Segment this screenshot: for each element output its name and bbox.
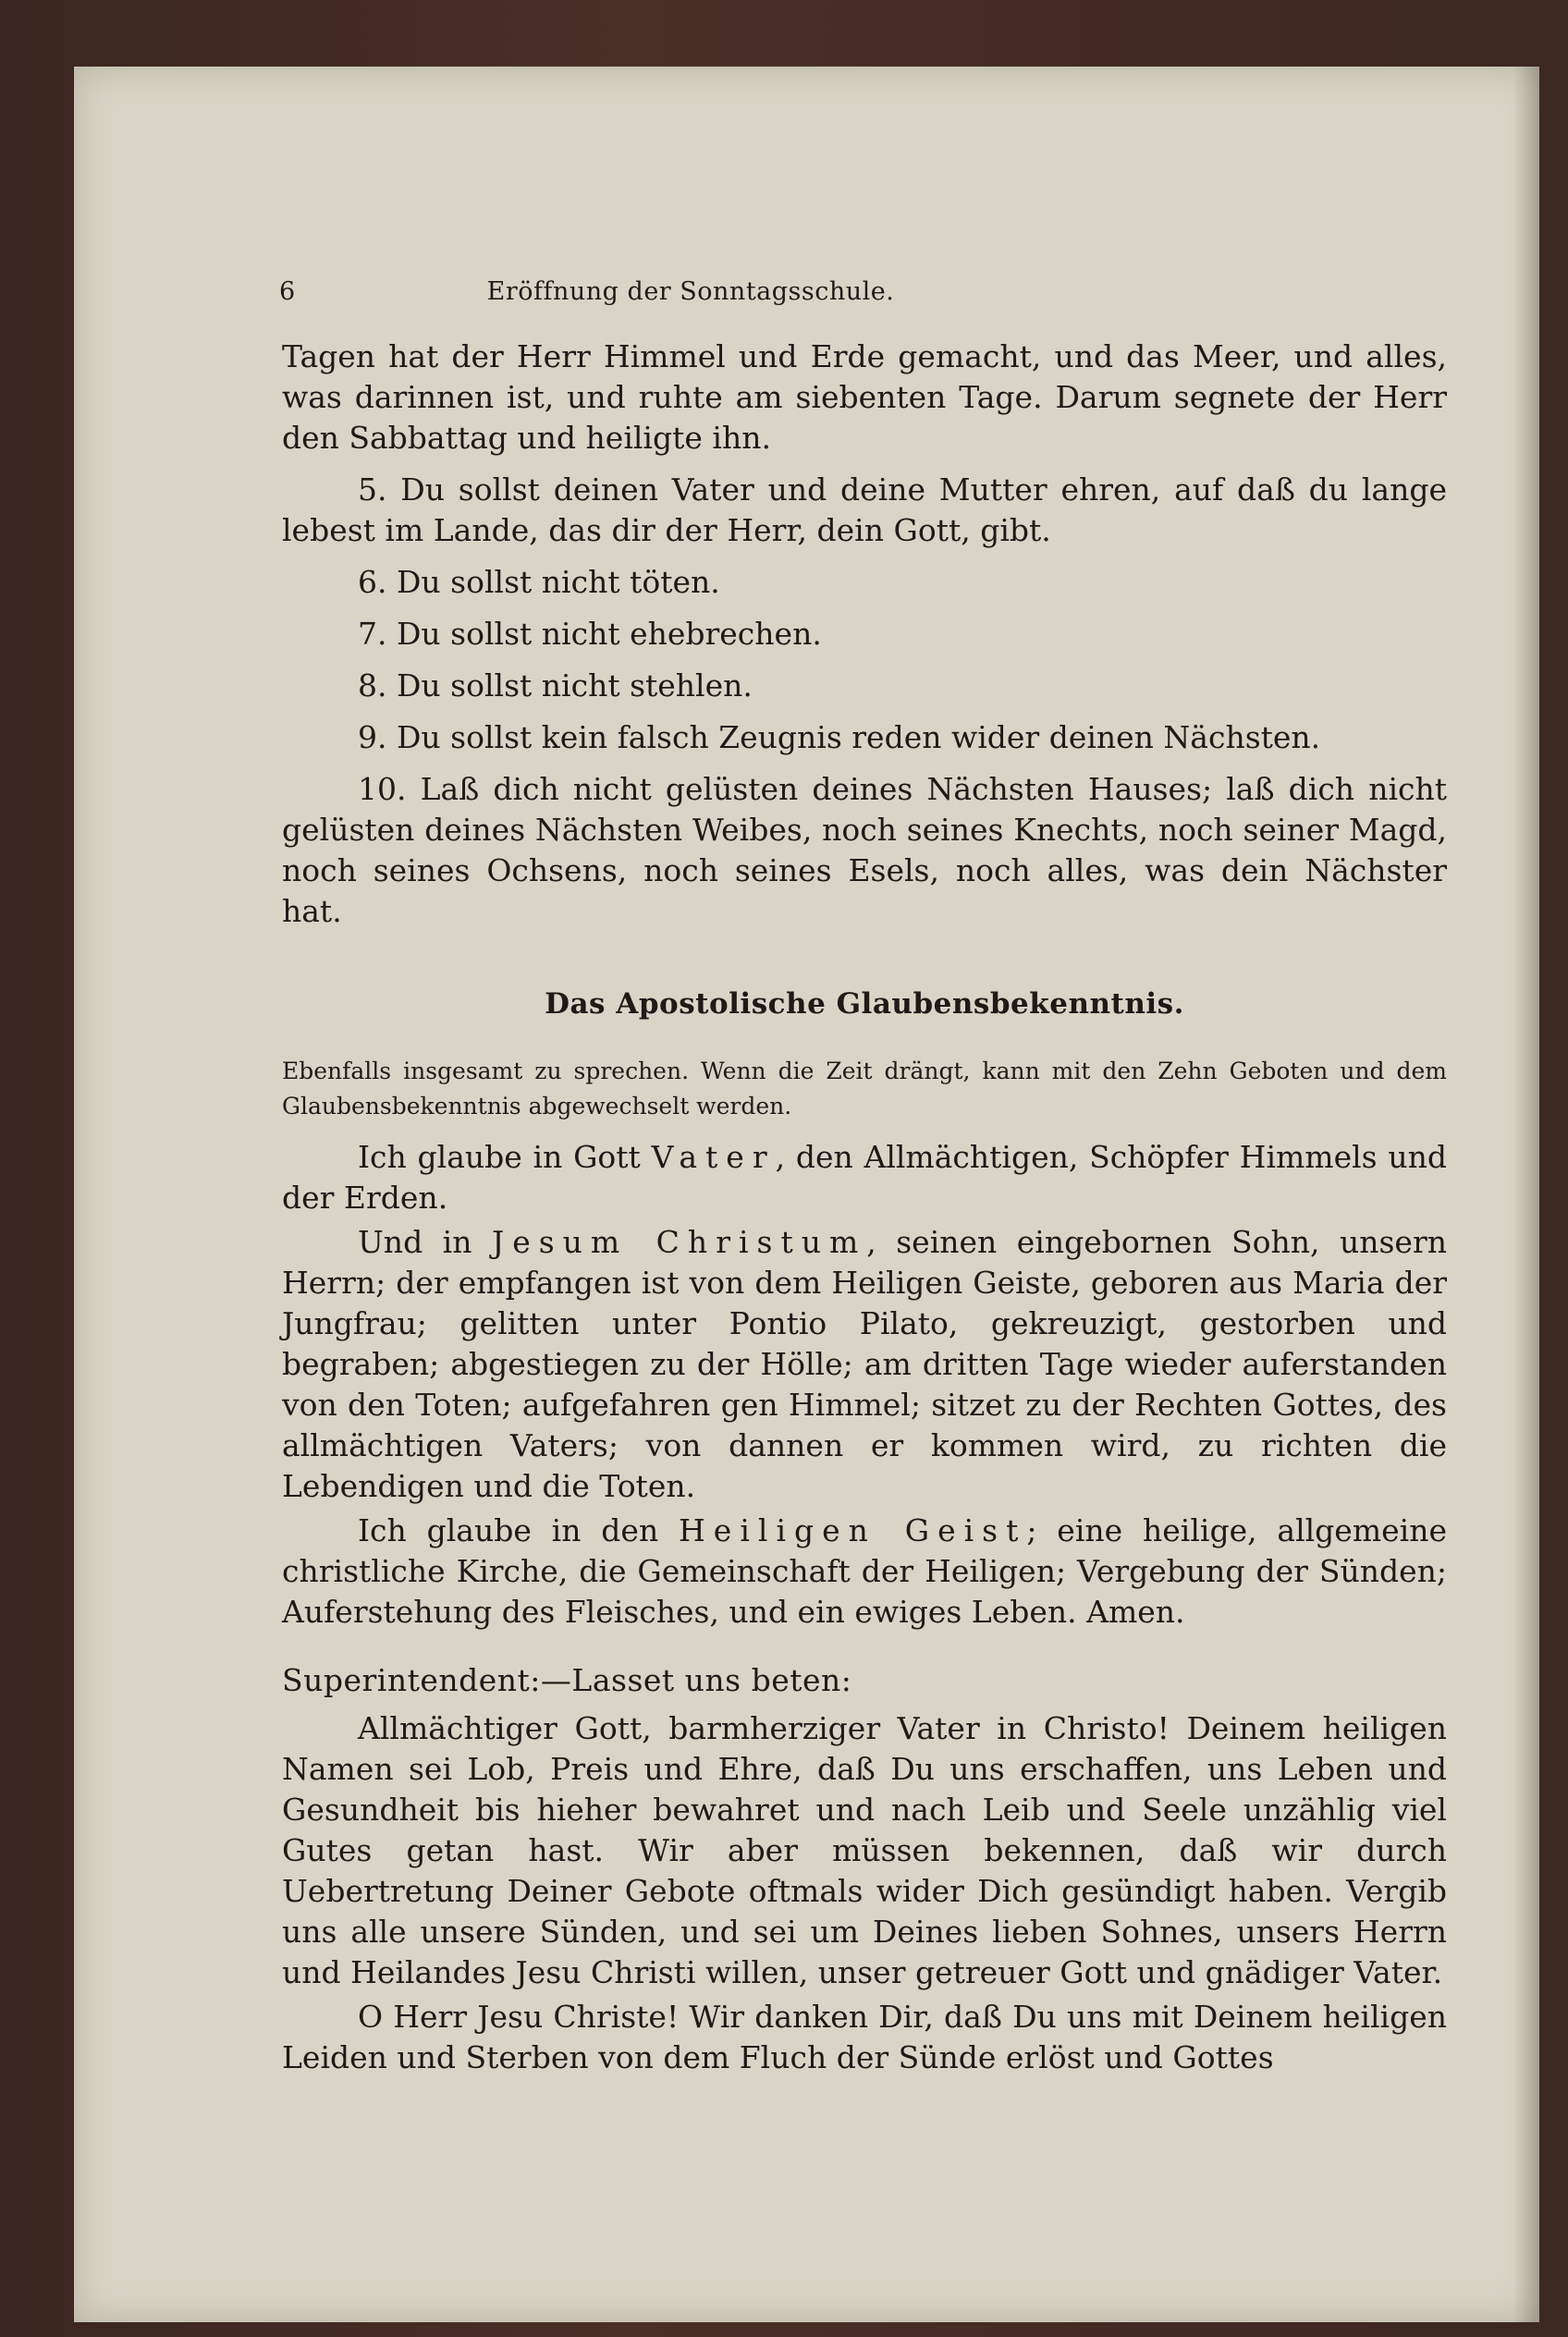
commandment-7: 7. Du sollst nicht ehebrechen. — [358, 616, 822, 652]
page-number: 6 — [279, 277, 296, 306]
creed-article-3-start: Ich glaube in den — [358, 1512, 680, 1548]
commandment-9: 9. Du sollst kein falsch Zeugnis reden wider deinen Nächsten. — [358, 719, 1321, 755]
creed-article-1 — [282, 1137, 1447, 1218]
creed-article-3-end: ; eine heilige, allgemeine christliche Kirche, die Gemeinschaft der Heiligen; Vergebung der Sünden; Auferstehung des Fleisches, und ein ewiges Leben. Amen. — [282, 1512, 1447, 1630]
prayer-paragraph-2: O Herr Jesu Christe! Wir danken Dir, daß Du uns mit Deinem heiligen Leiden und Sterben von dem Fluch der Sünde erlöst und Gottes — [282, 1999, 1447, 2075]
page-header — [279, 277, 1102, 314]
prayer-paragraph-1: Allmächtiger Gott, barmherziger Vater in Christo! Deinem heiligen Namen sei Lob, Preis und Ehre, daß Du uns erschaffen, uns Leben und Gesundheit bis hieher bewahret und nach Leib und Seele unzählig viel Gutes getan hast. Wir aber müssen bekennen, daß wir durch Uebertretung Deiner Gebote oftmals wider Dich gesündigt haben. Vergib uns alle unsere Sünden, und sei um Deines lieben Sohnes, unsers Herrn und Heilandes Jesu Christi willen, unser getreuer Gott und gnädiger Vater. — [282, 1710, 1447, 1990]
creed-article-3-spaced: Heiligen Geist — [679, 1512, 1027, 1548]
commandment-5: 5. Du sollst deinen Vater und deine Mutter ehren, auf daß du lange lebest im Lande, das dir der Herr, dein Gott, gibt. — [282, 471, 1447, 548]
creed-article-2-end: , seinen eingebornen Sohn, unsern Herrn; der empfangen ist von dem Heiligen Geiste, geboren aus Maria der Jungfrau; gelitten unter Pontio Pilato, gekreuzigt, gestorben und begraben; abgestiegen zu der Hölle; am dritten Tage wieder auferstanden von den Toten; aufgefahren gen Himmel; sitzet zu der Rechten Gottes, des allmächtigen Vaters; von dannen er kommen wird, zu richten die Lebendigen und die Toten. — [282, 1224, 1447, 1504]
commandment-10: 10. Laß dich nicht gelüsten deines Nächsten Hauses; laß dich nicht gelüsten deines Nächsten Weibes, noch seines Knechts, noch seiner Magd, noch seines Ochsens, noch seines Esels, noch alles, was dein Nächster hat. — [282, 771, 1447, 929]
creed-article-2-start: Und in — [358, 1224, 492, 1260]
superintendent-line: Superintendent:—Lasset uns beten: — [282, 1662, 852, 1698]
running-head: Eröffnung der Sonntagsschule. — [486, 277, 895, 306]
creed-article-2 — [282, 1222, 1447, 1507]
book-page — [74, 67, 1539, 2322]
commandment-4-continuation: Tagen hat der Herr Himmel und Erde gemacht, und das Meer, und alles, was darinnen ist, und ruhte am siebenten Tage. Darum segnete der Herr den Sabbattag und heiligte ihn. — [282, 338, 1447, 456]
commandment-8: 8. Du sollst nicht stehlen. — [358, 667, 753, 704]
creed-heading: Das Apostolische Glaubensbekenntnis. — [545, 987, 1184, 1021]
creed-article-2-spaced: Jesum Christum — [491, 1224, 867, 1260]
creed-article-1-end: , den Allmächtigen, Schöpfer Himmels und der Erden. — [282, 1139, 1447, 1216]
creed-article-3 — [282, 1511, 1447, 1633]
commandment-6: 6. Du sollst nicht töten. — [358, 564, 720, 600]
creed-article-1-spaced: Vater — [651, 1139, 776, 1175]
page-body — [282, 336, 1447, 2078]
creed-note: Ebenfalls insgesamt zu sprechen. Wenn die Zeit drängt, kann mit den Zehn Geboten und dem Glaubensbekenntnis abgewechselt werden. — [282, 1058, 1447, 1120]
creed-article-1-start: Ich glaube in Gott — [358, 1139, 652, 1175]
